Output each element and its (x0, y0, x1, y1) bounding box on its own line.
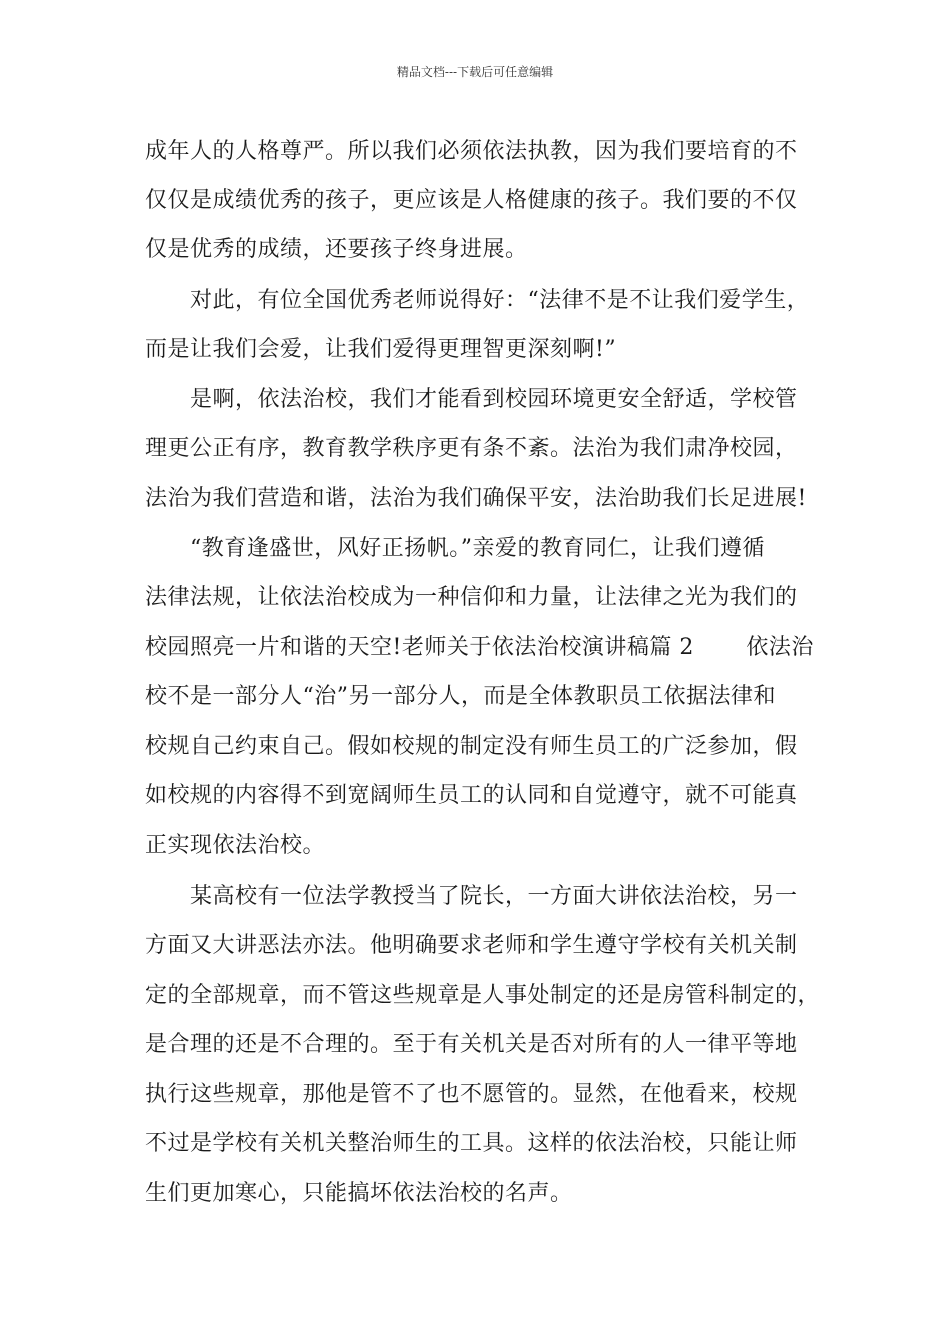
text-line: 如校规的内容得不到宽阔师生员工的认同和自觉遵守，就不可能真 (145, 783, 798, 808)
text-line: 方面又大讲恶法亦法。他明确要求老师和学生遵守学校有关机关制 (145, 933, 798, 958)
text-line: 校规自己约束自己。假如校规的制定没有师生员工的广泛参加，假 (145, 734, 798, 759)
text-line: 法治为我们营造和谐，法治为我们确保平安，法治助我们长足进展! (145, 486, 807, 511)
text-line: 而是让我们会爱，让我们爱得更理智更深刻啊!” (145, 337, 617, 362)
text-line: 生们更加寒心，只能搞坏依法治校的名声。 (145, 1181, 573, 1206)
text-line: 成年人的人格尊严。所以我们必须依法执教，因为我们要培育的不 (145, 139, 798, 164)
page-header: 精品文档---下载后可任意编辑 (396, 65, 554, 79)
text-line: 校园照亮一片和谐的天空!老师关于依法治校演讲稿篇 2 依法治 (145, 635, 814, 660)
text-line: 不过是学校有关机关整治师生的工具。这样的依法治校，只能让师 (145, 1131, 798, 1156)
text-line: 法律法规，让依法治校成为一种信仰和力量，让法律之光为我们的 (145, 585, 798, 610)
text-line: 对此，有位全国优秀老师说得好：“法律不是不让我们爱学生， (145, 288, 810, 313)
text-line: 某高校有一位法学教授当了院长，一方面大讲依法治校，另一 (145, 884, 798, 909)
text-line: 正实现依法治校。 (145, 833, 326, 858)
text-line: 执行这些规章，那他是管不了也不愿管的。显然，在他看来，校规 (145, 1082, 798, 1107)
text-line: 仅仅是成绩优秀的孩子，更应该是人格健康的孩子。我们要的不仅 (145, 188, 798, 213)
text-line: 校不是一部分人“治”另一部分人，而是全体教职员工依据法律和 (145, 684, 776, 709)
text-line: 是啊，依法治校，我们才能看到校园环境更安全舒适，学校管 (145, 387, 798, 412)
text-line: 仅是优秀的成绩，还要孩子终身进展。 (145, 237, 528, 262)
text-line: “教育逢盛世，风好正扬帆。”亲爱的教育同仁，让我们遵循 (145, 536, 765, 561)
text-line: 是合理的还是不合理的。至于有关机关是否对所有的人一律平等地 (145, 1032, 798, 1057)
text-line: 理更公正有序，教育教学秩序更有条不紊。法治为我们肃净校园， (145, 436, 798, 461)
text-line: 定的全部规章，而不管这些规章是人事处制定的还是房管科制定的， (145, 983, 821, 1008)
